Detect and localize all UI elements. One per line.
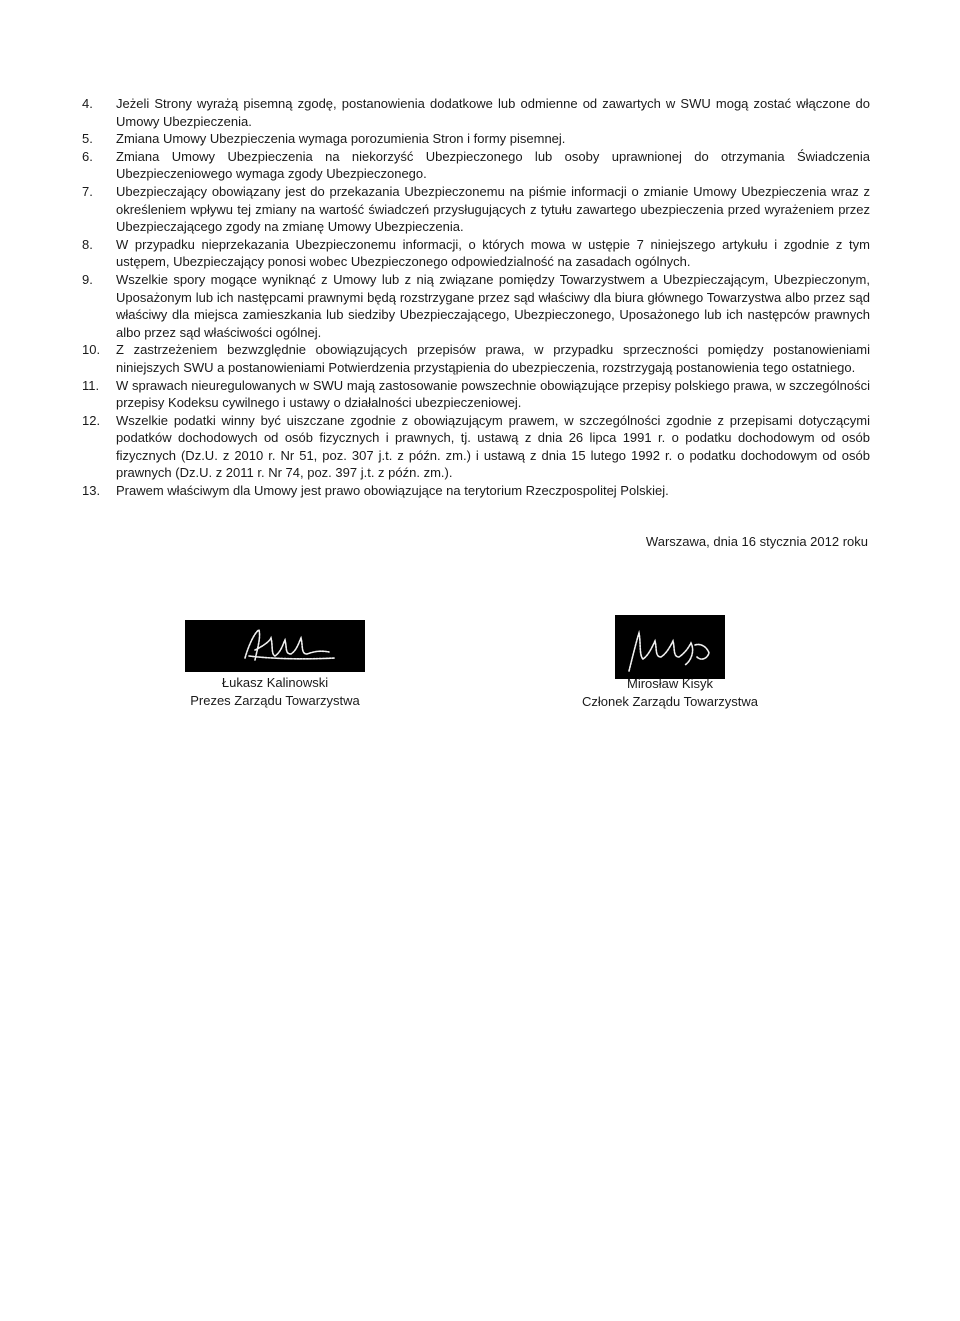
- clause-item: [82, 148, 870, 183]
- handwritten-signature-image: [615, 615, 725, 679]
- clause-text: Prawem właściwym dla Umowy jest prawo obowiązujące na terytorium Rzeczpospolitej Polskiej.: [116, 483, 669, 499]
- clause-number: 10.: [82, 342, 101, 358]
- clause-item: [82, 412, 870, 482]
- clause-number: 4.: [82, 96, 93, 111]
- clause-item: [82, 130, 870, 148]
- clause-item: [82, 271, 870, 341]
- clause-number: 5.: [82, 131, 93, 147]
- clause-number: 9.: [82, 271, 93, 287]
- clause-number: 6.: [82, 148, 93, 164]
- clause-text: W sprawach nieuregulowanych w SWU mają zastosowanie powszechnie obowiązujące przepisy polskiego prawa, w szczególności przepisy Kodeksu cywilnego i ustawy o działalności ubezpieczeniowej.: [116, 377, 870, 411]
- signatory-title: Prezes Zarządu Towarzystwa: [190, 693, 360, 708]
- clause-item: [82, 236, 870, 271]
- clause-number: 11.: [82, 377, 100, 393]
- clause-item: [82, 377, 870, 412]
- clause-number: 8.: [82, 236, 93, 252]
- clause-item: [82, 482, 870, 500]
- signatory-title: Członek Zarządu Towarzystwa: [581, 694, 759, 709]
- signatory-name: Mirosław Kisyk: [627, 676, 713, 691]
- clause-text: Ubezpieczający obowiązany jest do przekazania Ubezpieczonemu na piśmie informacji o zmianie Umowy Ubezpieczenia wraz z określeniem wpływu tej zmiany na wartość świadczeń przysługujących z tytułu zawartego ubezpieczenia przed wyrażeniem przez Ubezpieczającego zgody na zmianę Umowy Ubezpieczenia.: [116, 183, 870, 235]
- clause-text: Wszelkie spory mogące wyniknąć z Umowy lub z nią związane pomiędzy Towarzystwem a Ubezpieczającym, Ubezpieczonym, Uposażonym lub ich następcami prawnymi będą rozstrzygane przez sąd właściwy dla biura głównego Towarzystwa albo przez sąd właściwy dla miejsca zamieszkania lub siedziby Ubezpieczającego, Ubezpieczonego, Uposażonego lub ich następców prawnych albo przez sąd właściwości ogólnej.: [116, 271, 870, 340]
- clause-text: Zmiana Umowy Ubezpieczenia na niekorzyść Ubezpieczonego lub osoby uprawnionej do otrzymania Świadczenia Ubezpieczeniowego wymaga zgody Ubezpieczonego.: [116, 148, 870, 182]
- signature-block-board-member: [560, 615, 780, 711]
- clause-item: [82, 183, 870, 236]
- clause-list: [82, 95, 870, 500]
- clause-item: [82, 341, 870, 376]
- clause-number: 7.: [82, 183, 93, 199]
- clause-number: 12.: [82, 412, 101, 428]
- place-and-date: Warszawa, dnia 16 stycznia 2012 roku: [645, 534, 868, 549]
- signatory-name: Łukasz Kalinowski: [221, 675, 329, 690]
- clause-number: 13.: [82, 483, 101, 499]
- signature-block-president: [160, 620, 390, 710]
- clause-text: W przypadku nieprzekazania Ubezpieczonemu informacji, o których mowa w ustępie 7 niniejszego artykułu i zgodnie z tym ustępem, Ubezpieczający ponosi wobec Ubezpieczonego odpowiedzialność na zasadach ogólnych.: [116, 236, 870, 270]
- clause-text: Z zastrzeżeniem bezwzględnie obowiązujących przepisów prawa, w przypadku sprzeczności pomiędzy postanowieniami niniejszych SWU a postanowieniami Potwierdzenia przystąpienia do ubezpieczenia, rozstrzygają postanowienia tego ostatniego.: [116, 342, 870, 375]
- clause-text: Jeżeli Strony wyrażą pisemną zgodę, postanowienia dodatkowe lub odmienne od zawartych w SWU mogą zostać włączone do Umowy Ubezpieczenia.: [116, 96, 870, 129]
- clause-text: Zmiana Umowy Ubezpieczenia wymaga porozumienia Stron i formy pisemnej.: [116, 131, 566, 147]
- clause-item: [82, 95, 870, 130]
- clause-text: Wszelkie podatki winny być uiszczane zgodnie z obowiązującym prawem, w szczególności zgodnie z przepisami dotyczącymi podatków dochodowych od osób fizycznych i prawnych, tj. ustawą z dnia 26 lipca 1991 r. o podatku dochodowym od osób fizycznych (Dz.U. z 2010 r. Nr 51, poz. 307 j.t. z późn. zm.) i ustawą z dnia 15 lutego 1992 r. o podatku dochodowym od osób prawnych (Dz.U. z 2011 r. Nr 74, poz. 397 j.t. z późn. zm.).: [116, 412, 870, 481]
- handwritten-signature-image: [185, 620, 365, 672]
